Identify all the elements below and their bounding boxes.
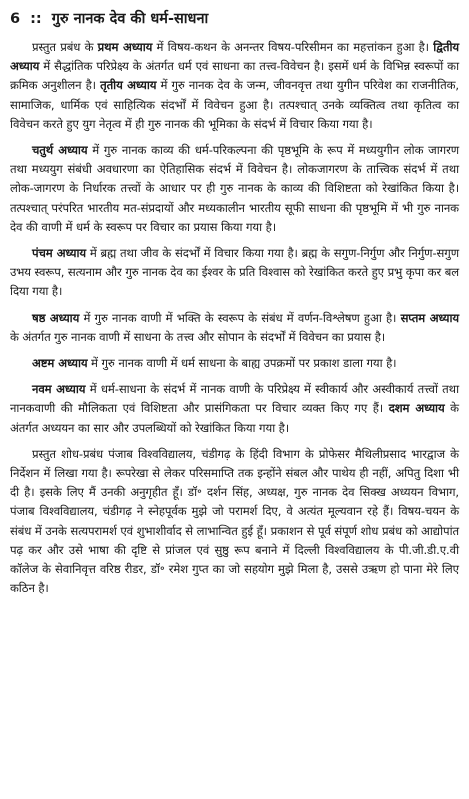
paragraph <box>10 380 459 438</box>
paragraph <box>10 354 459 373</box>
paragraph-text: में सैद्धांतिक परिप्रेक्ष्य के अंतर्गत धर्म एवं साधना का तत्त्व-विवेचन है। इसमें धर्म के विभिन्न स्वरूपों का क्रमिक अनुशीलन है। <box>10 59 459 93</box>
paragraph <box>10 445 459 599</box>
chapter-heading-inline: पंचम अध्याय <box>32 246 87 261</box>
page-number: 6 <box>10 11 21 27</box>
running-header <box>10 8 459 28</box>
paragraph <box>10 38 459 134</box>
paragraph <box>10 141 459 237</box>
book-title: गुरु नानक देव की धर्म-साधना <box>51 11 209 27</box>
paragraph-text: प्रस्तुत शोध-प्रबंध पंजाब विश्वविद्यालय, चंडीगढ़ के हिंदी विभाग के प्रोफेसर मैथिलीप्रसाद भारद्वाज के निर्देशन में लिखा गया है। रूपरेखा से लेकर परिसमाप्ति तक इन्होंने संबल और पाथेय ही नहीं, अपितु दिशा भी दी है। इसके लिए मैं उनकी अनुगृहीत हूँ। डॉ॰ दर्शन सिंह, अध्यक्ष, गुरु नानक देव सिक्ख अध्ययन विभाग, पंजाब विश्वविद्यालय, चंडीगढ़ ने स्नेहपूर्वक मुझे जो परामर्श दिए, वे अत्यंत मूल्यवान रहे हैं। विषय-चयन के संबंध में उनके सत्यपरामर्श एवं शुभाशीर्वाद से लाभान्वित हुई हूँ। प्रकाशन से पूर्व संपूर्ण शोध प्रबंध को आद्योपांत पढ़ कर और उसे भाषा की दृष्टि से प्रांजल एवं सुष्ठु रूप बनाने में दिल्ली विश्वविद्यालय के पी.जी.डी.ए.वी कॉलेज के सेवानिवृत्त वरिष्ठ रीडर, डॉ॰ रमेश गुप्त का जो सहयोग मुझे मिला है, उससे उऋण हो पाना मेरे लिए कठिन है। <box>10 446 459 596</box>
chapter-heading-inline: दशम अध्याय <box>388 401 445 416</box>
chapter-heading-inline: अष्टम अध्याय <box>32 356 88 371</box>
body-text <box>10 38 459 598</box>
paragraph-text: में ब्रह्म तथा जीव के संदर्भों में विचार किया गया है। ब्रह्म के सगुण-निर्गुण और निर्गुण-सगुण उभय स्वरूप, सत्यनाम और गुरु नानक देव का ईश्वर के प्रति विश्वास को रेखांकित करते हुए प्रभु कृपा कर बल दिया गया है। <box>10 246 459 299</box>
chapter-heading-inline: द्वितीय अध्याय <box>10 40 459 74</box>
chapter-heading-inline: तृतीय अध्याय <box>100 78 157 93</box>
paragraph-text: में धर्म-साधना के संदर्भ में नानक वाणी के परिप्रेक्ष्य में स्वीकार्य और अस्वीकार्य तत्त्वों तथा नानकवाणी की मौलिकता एवं विशिष्टता और प्रासंगिकता पर विचार व्यक्त किए गए हैं। <box>10 382 459 416</box>
paragraph-text: में विषय-कथन के अनन्तर विषय-परिसीमन का महत्तांकन हुआ है। <box>152 40 434 54</box>
chapter-heading-inline: चतुर्थ अध्याय <box>32 143 88 158</box>
chapter-heading-inline: प्रथम अध्याय <box>97 40 153 54</box>
paragraph <box>10 309 459 347</box>
chapter-heading-inline: सप्तम अध्याय <box>400 310 459 325</box>
paragraph-text: प्रस्तुत प्रबंध के <box>32 40 98 54</box>
paragraph-text: में गुरु नानक काव्य की धर्म-परिकल्पना की पृष्ठभूमि के रूप में मध्ययुगीन लोक जागरण तथा मध्ययुग संबंधी अवधारणा का ऐतिहासिक संदर्भ में विवेचन है। लोकजागरण के तात्त्विक संदर्भ में तथा लोक-जागरण के निर्धारक तत्त्वों के आधार पर ही गुरु नानक के काव्य की विशिष्टता को रेखांकित किया है। तत्पश्चात् परंपरित भारतीय मत-संप्रदायों और मध्यकालीन भारतीय सूफी साधना की पृष्ठभूमि में भी गुरु नानक देव की वाणी में धर्म के स्वरूप पर विचार का प्रयास किया गया है। <box>10 143 459 234</box>
paragraph-text: में गुरु नानक वाणी में भक्ति के स्वरूप के संबंध में वर्णन-विश्लेषण हुआ है। <box>79 310 401 325</box>
paragraph-text: के अंतर्गत गुरु नानक वाणी में साधना के तत्त्व और सोपान के संदर्भों में विवेचन का प्रयास है। <box>10 329 386 344</box>
header-separator: :: <box>30 11 42 27</box>
chapter-heading-inline: षष्ठ अध्याय <box>32 310 80 325</box>
chapter-heading-inline: नवम अध्याय <box>32 382 86 397</box>
paragraph-text: के अंतर्गत अध्ययन का सार और उपलब्धियों को रेखांकित किया गया है। <box>10 401 459 435</box>
paragraph-text: में गुरु नानक वाणी में धर्म साधना के बाह्य उपक्रमों पर प्रकाश डाला गया है। <box>87 356 397 371</box>
paragraph <box>10 244 459 302</box>
paragraph-text: में गुरु नानक देव के जन्म, जीवनवृत्त तथा युगीन परिवेश का राजनीतिक, सामाजिक, धार्मिक एवं साहित्यिक संदर्भों में विवेचन हुआ है। तत्पश्चात् उनके व्यक्तित्व तथा कृतित्व का विवेचन करते हुए युग नेतृत्व में ही गुरु नानक की भूमिका के संदर्भ में विचार किया गया है। <box>10 78 459 131</box>
